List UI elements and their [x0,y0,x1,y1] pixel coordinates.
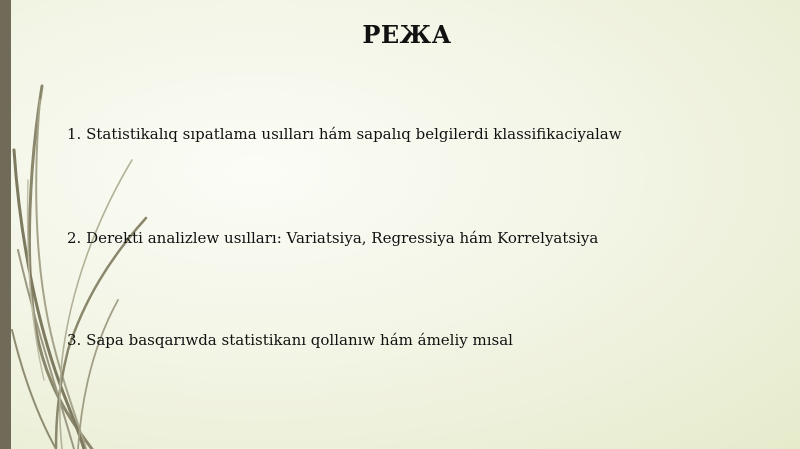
grass-leaves-icon [0,0,200,449]
agenda-item-3: 3. Sapa basqarıwda statistikanı qollanıw hám ámeliy mısal [67,331,513,349]
agenda-item-2: 2. Derekti analizlew usılları: Variatsiya, Regressiya hám Korrelyatsiya [67,229,599,247]
slide-title: РЕЖА [362,20,452,49]
agenda-item-1: 1. Statistikalıq sıpatlama usılları hám sapalıq belgilerdi klassifikaciyalaw [67,125,622,143]
